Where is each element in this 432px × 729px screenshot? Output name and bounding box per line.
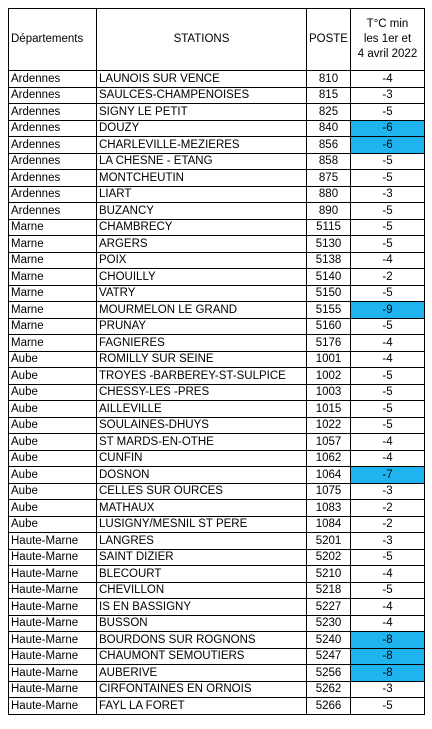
table-row (9, 632, 425, 649)
cell-tmin: -5 (351, 318, 425, 335)
cell-tmin: -7 (351, 467, 425, 484)
cell-tmin: -6 (351, 120, 425, 137)
cell-station: MOURMELON LE GRAND (97, 302, 307, 319)
cell-departement: Ardennes (9, 120, 97, 137)
cell-station: FAGNIERES (97, 335, 307, 352)
cell-poste: 5150 (307, 285, 351, 302)
cell-tmin: -5 (351, 219, 425, 236)
cell-poste: 5262 (307, 681, 351, 698)
table-body (9, 71, 425, 715)
cell-poste: 5218 (307, 582, 351, 599)
cell-poste: 5160 (307, 318, 351, 335)
cell-departement: Haute-Marne (9, 648, 97, 665)
table-row (9, 351, 425, 368)
header-departements: Départements (9, 9, 97, 71)
cell-departement: Marne (9, 335, 97, 352)
cell-departement: Haute-Marne (9, 599, 97, 616)
cell-station: PRUNAY (97, 318, 307, 335)
cell-tmin: -2 (351, 500, 425, 517)
cell-poste: 1062 (307, 450, 351, 467)
table-row (9, 401, 425, 418)
cell-poste: 5240 (307, 632, 351, 649)
cell-station: MATHAUX (97, 500, 307, 517)
table-row (9, 285, 425, 302)
cell-station: POIX (97, 252, 307, 269)
table-row (9, 698, 425, 715)
cell-station: BUSSON (97, 615, 307, 632)
cell-tmin: -5 (351, 285, 425, 302)
cell-station: CHARLEVILLE-MEZIERES (97, 137, 307, 154)
cell-departement: Aube (9, 483, 97, 500)
cell-station: SAINT DIZIER (97, 549, 307, 566)
cell-departement: Haute-Marne (9, 566, 97, 583)
cell-poste: 825 (307, 104, 351, 121)
cell-tmin: -4 (351, 351, 425, 368)
cell-departement: Haute-Marne (9, 533, 97, 550)
cell-station: DOSNON (97, 467, 307, 484)
cell-departement: Marne (9, 285, 97, 302)
cell-tmin: -5 (351, 368, 425, 385)
cell-station: MONTCHEUTIN (97, 170, 307, 187)
cell-departement: Ardennes (9, 203, 97, 220)
cell-departement: Aube (9, 351, 97, 368)
cell-station: CHAUMONT SEMOUTIERS (97, 648, 307, 665)
cell-station: LA CHESNE - ETANG (97, 153, 307, 170)
table-row (9, 318, 425, 335)
cell-station: VATRY (97, 285, 307, 302)
cell-tmin: -3 (351, 533, 425, 550)
cell-station: LUSIGNY/MESNIL ST PERE (97, 516, 307, 533)
cell-departement: Aube (9, 368, 97, 385)
cell-station: TROYES -BARBEREY-ST-SULPICE (97, 368, 307, 385)
table-row (9, 137, 425, 154)
cell-poste: 5115 (307, 219, 351, 236)
cell-departement: Haute-Marne (9, 632, 97, 649)
cell-tmin: -8 (351, 632, 425, 649)
cell-departement: Haute-Marne (9, 582, 97, 599)
cell-tmin: -4 (351, 566, 425, 583)
cell-poste: 1083 (307, 500, 351, 517)
cell-tmin: -3 (351, 87, 425, 104)
cell-departement: Haute-Marne (9, 549, 97, 566)
cell-tmin: -4 (351, 450, 425, 467)
cell-departement: Ardennes (9, 153, 97, 170)
cell-station: AILLEVILLE (97, 401, 307, 418)
cell-tmin: -2 (351, 269, 425, 286)
cell-tmin: -5 (351, 582, 425, 599)
table-row (9, 302, 425, 319)
cell-tmin: -5 (351, 203, 425, 220)
cell-tmin: -4 (351, 599, 425, 616)
cell-station: CUNFIN (97, 450, 307, 467)
table-row (9, 533, 425, 550)
cell-departement: Marne (9, 252, 97, 269)
cell-departement: Haute-Marne (9, 665, 97, 682)
cell-tmin: -6 (351, 137, 425, 154)
cell-poste: 5256 (307, 665, 351, 682)
cell-tmin: -5 (351, 417, 425, 434)
table-row (9, 104, 425, 121)
cell-station: LAUNOIS SUR VENCE (97, 71, 307, 88)
table-row (9, 417, 425, 434)
stations-temperature-table (8, 8, 425, 715)
table-row (9, 335, 425, 352)
table-row (9, 483, 425, 500)
cell-tmin: -5 (351, 549, 425, 566)
cell-departement: Ardennes (9, 87, 97, 104)
cell-poste: 840 (307, 120, 351, 137)
cell-tmin: -4 (351, 71, 425, 88)
table-row (9, 368, 425, 385)
cell-tmin: -8 (351, 648, 425, 665)
cell-poste: 890 (307, 203, 351, 220)
cell-poste: 5202 (307, 549, 351, 566)
cell-departement: Ardennes (9, 71, 97, 88)
cell-departement: Haute-Marne (9, 681, 97, 698)
cell-poste: 1075 (307, 483, 351, 500)
cell-tmin: -2 (351, 516, 425, 533)
cell-station: AUBERIVE (97, 665, 307, 682)
cell-tmin: -5 (351, 698, 425, 715)
table-row (9, 219, 425, 236)
cell-poste: 5247 (307, 648, 351, 665)
table-row (9, 516, 425, 533)
cell-station: CHOUILLY (97, 269, 307, 286)
cell-station: IS EN BASSIGNY (97, 599, 307, 616)
table-row (9, 582, 425, 599)
cell-departement: Aube (9, 450, 97, 467)
cell-poste: 5155 (307, 302, 351, 319)
cell-poste: 856 (307, 137, 351, 154)
table-row (9, 549, 425, 566)
cell-tmin: -4 (351, 252, 425, 269)
cell-departement: Aube (9, 516, 97, 533)
cell-tmin: -4 (351, 615, 425, 632)
cell-departement: Marne (9, 269, 97, 286)
table-row (9, 153, 425, 170)
cell-poste: 1002 (307, 368, 351, 385)
cell-tmin: -5 (351, 401, 425, 418)
cell-station: CIRFONTAINES EN ORNOIS (97, 681, 307, 698)
table-row (9, 681, 425, 698)
header-temp-line1: T°C min (366, 18, 409, 30)
cell-station: ARGERS (97, 236, 307, 253)
cell-station: LANGRES (97, 533, 307, 550)
cell-station: ST MARDS-EN-OTHE (97, 434, 307, 451)
table-row (9, 384, 425, 401)
table-row (9, 450, 425, 467)
table-row (9, 566, 425, 583)
cell-poste: 1057 (307, 434, 351, 451)
cell-station: CELLES SUR OURCES (97, 483, 307, 500)
cell-departement: Ardennes (9, 104, 97, 121)
cell-poste: 5201 (307, 533, 351, 550)
cell-poste: 5140 (307, 269, 351, 286)
table-row (9, 269, 425, 286)
cell-departement: Marne (9, 302, 97, 319)
cell-departement: Aube (9, 417, 97, 434)
cell-station: LIART (97, 186, 307, 203)
table-row (9, 665, 425, 682)
cell-station: CHESSY-LES -PRES (97, 384, 307, 401)
cell-tmin: -5 (351, 384, 425, 401)
cell-poste: 1064 (307, 467, 351, 484)
cell-poste: 880 (307, 186, 351, 203)
cell-poste: 5266 (307, 698, 351, 715)
cell-poste: 5230 (307, 615, 351, 632)
cell-poste: 1022 (307, 417, 351, 434)
cell-poste: 1001 (307, 351, 351, 368)
cell-poste: 1015 (307, 401, 351, 418)
cell-poste: 5210 (307, 566, 351, 583)
cell-tmin: -9 (351, 302, 425, 319)
cell-departement: Aube (9, 401, 97, 418)
cell-tmin: -3 (351, 681, 425, 698)
table-row (9, 170, 425, 187)
table-row (9, 252, 425, 269)
cell-station: DOUZY (97, 120, 307, 137)
cell-station: SAULCES-CHAMPENOISES (97, 87, 307, 104)
table-header (9, 9, 425, 71)
cell-poste: 5227 (307, 599, 351, 616)
table-row (9, 467, 425, 484)
table-row (9, 71, 425, 88)
header-row (9, 9, 425, 71)
cell-station: CHEVILLON (97, 582, 307, 599)
cell-departement: Marne (9, 318, 97, 335)
cell-departement: Aube (9, 434, 97, 451)
cell-departement: Ardennes (9, 186, 97, 203)
cell-poste: 1003 (307, 384, 351, 401)
table-row (9, 434, 425, 451)
cell-tmin: -4 (351, 335, 425, 352)
cell-departement: Aube (9, 500, 97, 517)
cell-station: CHAMBRECY (97, 219, 307, 236)
cell-tmin: -3 (351, 483, 425, 500)
cell-poste: 5176 (307, 335, 351, 352)
cell-tmin: -8 (351, 665, 425, 682)
cell-tmin: -5 (351, 236, 425, 253)
cell-station: SIGNY LE PETIT (97, 104, 307, 121)
cell-departement: Aube (9, 384, 97, 401)
cell-station: BOURDONS SUR ROGNONS (97, 632, 307, 649)
cell-poste: 5138 (307, 252, 351, 269)
table-row (9, 500, 425, 517)
cell-departement: Aube (9, 467, 97, 484)
cell-poste: 5130 (307, 236, 351, 253)
cell-poste: 875 (307, 170, 351, 187)
cell-tmin: -5 (351, 170, 425, 187)
table-row (9, 615, 425, 632)
table-row (9, 203, 425, 220)
cell-poste: 810 (307, 71, 351, 88)
cell-tmin: -4 (351, 434, 425, 451)
header-temperature (351, 9, 425, 71)
cell-station: BUZANCY (97, 203, 307, 220)
header-temp-line2: les 1er et (363, 33, 412, 45)
table-row (9, 648, 425, 665)
header-temp-line3: 4 avril 2022 (357, 48, 418, 60)
cell-poste: 858 (307, 153, 351, 170)
table-row (9, 599, 425, 616)
cell-station: FAYL LA FORET (97, 698, 307, 715)
cell-departement: Haute-Marne (9, 698, 97, 715)
cell-tmin: -5 (351, 104, 425, 121)
cell-tmin: -5 (351, 153, 425, 170)
table-row (9, 120, 425, 137)
cell-station: SOULAINES-DHUYS (97, 417, 307, 434)
cell-station: ROMILLY SUR SEINE (97, 351, 307, 368)
table-row (9, 186, 425, 203)
cell-station: BLECOURT (97, 566, 307, 583)
cell-departement: Marne (9, 219, 97, 236)
table-row (9, 87, 425, 104)
cell-departement: Ardennes (9, 170, 97, 187)
table-row (9, 236, 425, 253)
cell-poste: 1084 (307, 516, 351, 533)
header-stations: STATIONS (97, 9, 307, 71)
header-poste: POSTE (307, 9, 351, 71)
cell-tmin: -3 (351, 186, 425, 203)
cell-poste: 815 (307, 87, 351, 104)
cell-departement: Haute-Marne (9, 615, 97, 632)
cell-departement: Ardennes (9, 137, 97, 154)
cell-departement: Marne (9, 236, 97, 253)
